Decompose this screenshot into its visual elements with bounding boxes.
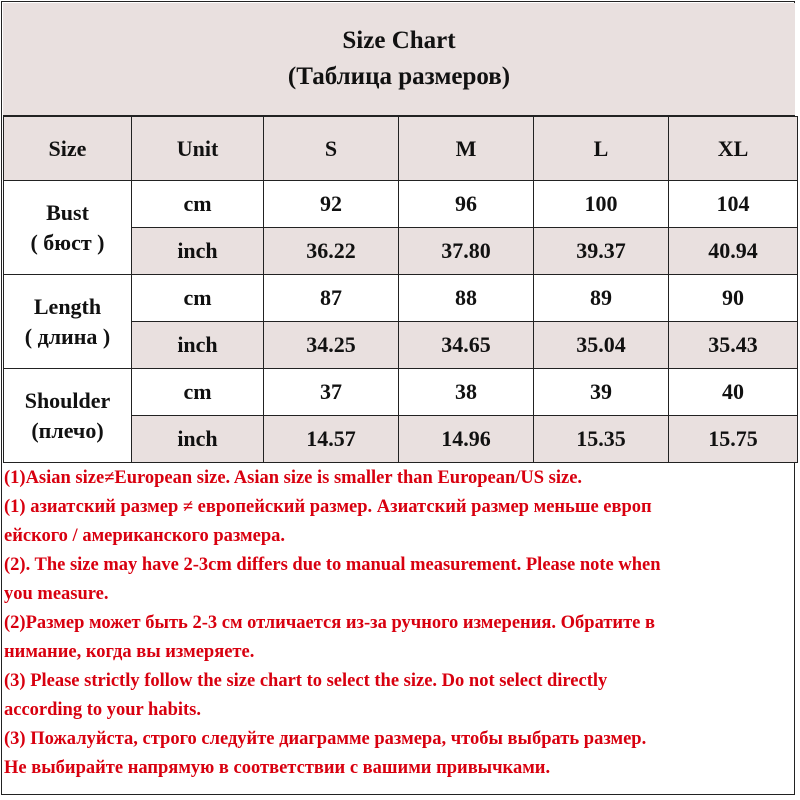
- table-row: [4, 181, 798, 228]
- value-cell: 92: [264, 181, 399, 228]
- note-line: (3) Please strictly follow the size chart to select the size. Do not select directly: [4, 671, 608, 691]
- row-label-length: [4, 275, 132, 369]
- value-cell: 15.75: [669, 416, 798, 463]
- value-cell: 38: [399, 369, 534, 416]
- unit-cell: cm: [132, 275, 264, 322]
- unit-cell: inch: [132, 228, 264, 275]
- value-cell: 37.80: [399, 228, 534, 275]
- unit-cell: cm: [132, 181, 264, 228]
- header-cell-size: Size: [4, 117, 132, 181]
- table-header-row: [4, 117, 798, 181]
- value-cell: 37: [264, 369, 399, 416]
- size-table: [3, 116, 798, 463]
- note-line: (2). The size may have 2-3cm differs due to manual measurement. Please note when: [4, 555, 661, 575]
- value-cell: 40.94: [669, 228, 798, 275]
- unit-cell: cm: [132, 369, 264, 416]
- row-label-en: Length: [33, 293, 102, 319]
- value-cell: 39: [534, 369, 669, 416]
- header-cell-xl: XL: [669, 117, 798, 181]
- value-cell: 14.96: [399, 416, 534, 463]
- value-cell: 96: [399, 181, 534, 228]
- row-label-ru: ( бюст ): [30, 229, 105, 255]
- note-line: (3) Пожалуйста, строго следуйте диаграмме размера, чтобы выбрать размер.: [4, 729, 647, 749]
- note-line: according to your habits.: [4, 700, 202, 720]
- header-cell-unit: Unit: [132, 117, 264, 181]
- value-cell: 39.37: [534, 228, 669, 275]
- row-label-en: Shoulder: [24, 387, 111, 413]
- value-cell: 87: [264, 275, 399, 322]
- chart-header: [3, 3, 795, 116]
- note-line: (1)Asian size≠European size. Asian size is smaller than European/US size.: [4, 468, 583, 488]
- value-cell: 89: [534, 275, 669, 322]
- value-cell: 14.57: [264, 416, 399, 463]
- value-cell: 35.43: [669, 322, 798, 369]
- row-label-ru: ( длина ): [24, 323, 111, 349]
- value-cell: 100: [534, 181, 669, 228]
- header-cell-s: S: [264, 117, 399, 181]
- value-cell: 90: [669, 275, 798, 322]
- value-cell: 36.22: [264, 228, 399, 275]
- note-line: (1) азиатский размер ≠ европейский размер. Азиатский размер меньше европ: [4, 497, 652, 517]
- unit-cell: inch: [132, 322, 264, 369]
- row-label-ru: (плечо): [31, 417, 104, 443]
- note-line: you measure.: [4, 584, 109, 604]
- row-label-bust: [4, 181, 132, 275]
- table-row: [4, 369, 798, 416]
- row-label-en: Bust: [46, 199, 89, 225]
- unit-cell: inch: [132, 416, 264, 463]
- value-cell: 35.04: [534, 322, 669, 369]
- note-line: нимание, когда вы измеряете.: [4, 642, 255, 662]
- chart-title: Size Chart: [342, 27, 456, 54]
- header-cell-l: L: [534, 117, 669, 181]
- value-cell: 88: [399, 275, 534, 322]
- value-cell: 34.65: [399, 322, 534, 369]
- size-notes: [4, 464, 796, 783]
- value-cell: 40: [669, 369, 798, 416]
- value-cell: 34.25: [264, 322, 399, 369]
- value-cell: 104: [669, 181, 798, 228]
- table-row: [4, 275, 798, 322]
- value-cell: 15.35: [534, 416, 669, 463]
- header-cell-m: M: [399, 117, 534, 181]
- note-line: (2)Размер может быть 2-3 см отличается из-за ручного измерения. Обратите в: [4, 613, 655, 633]
- note-line: Не выбирайте напрямую в соответствии с вашими привычками.: [4, 758, 551, 778]
- row-label-shoulder: [4, 369, 132, 463]
- chart-subtitle: (Таблица размеров): [287, 63, 511, 90]
- note-line: ейского / американского размера.: [4, 526, 286, 546]
